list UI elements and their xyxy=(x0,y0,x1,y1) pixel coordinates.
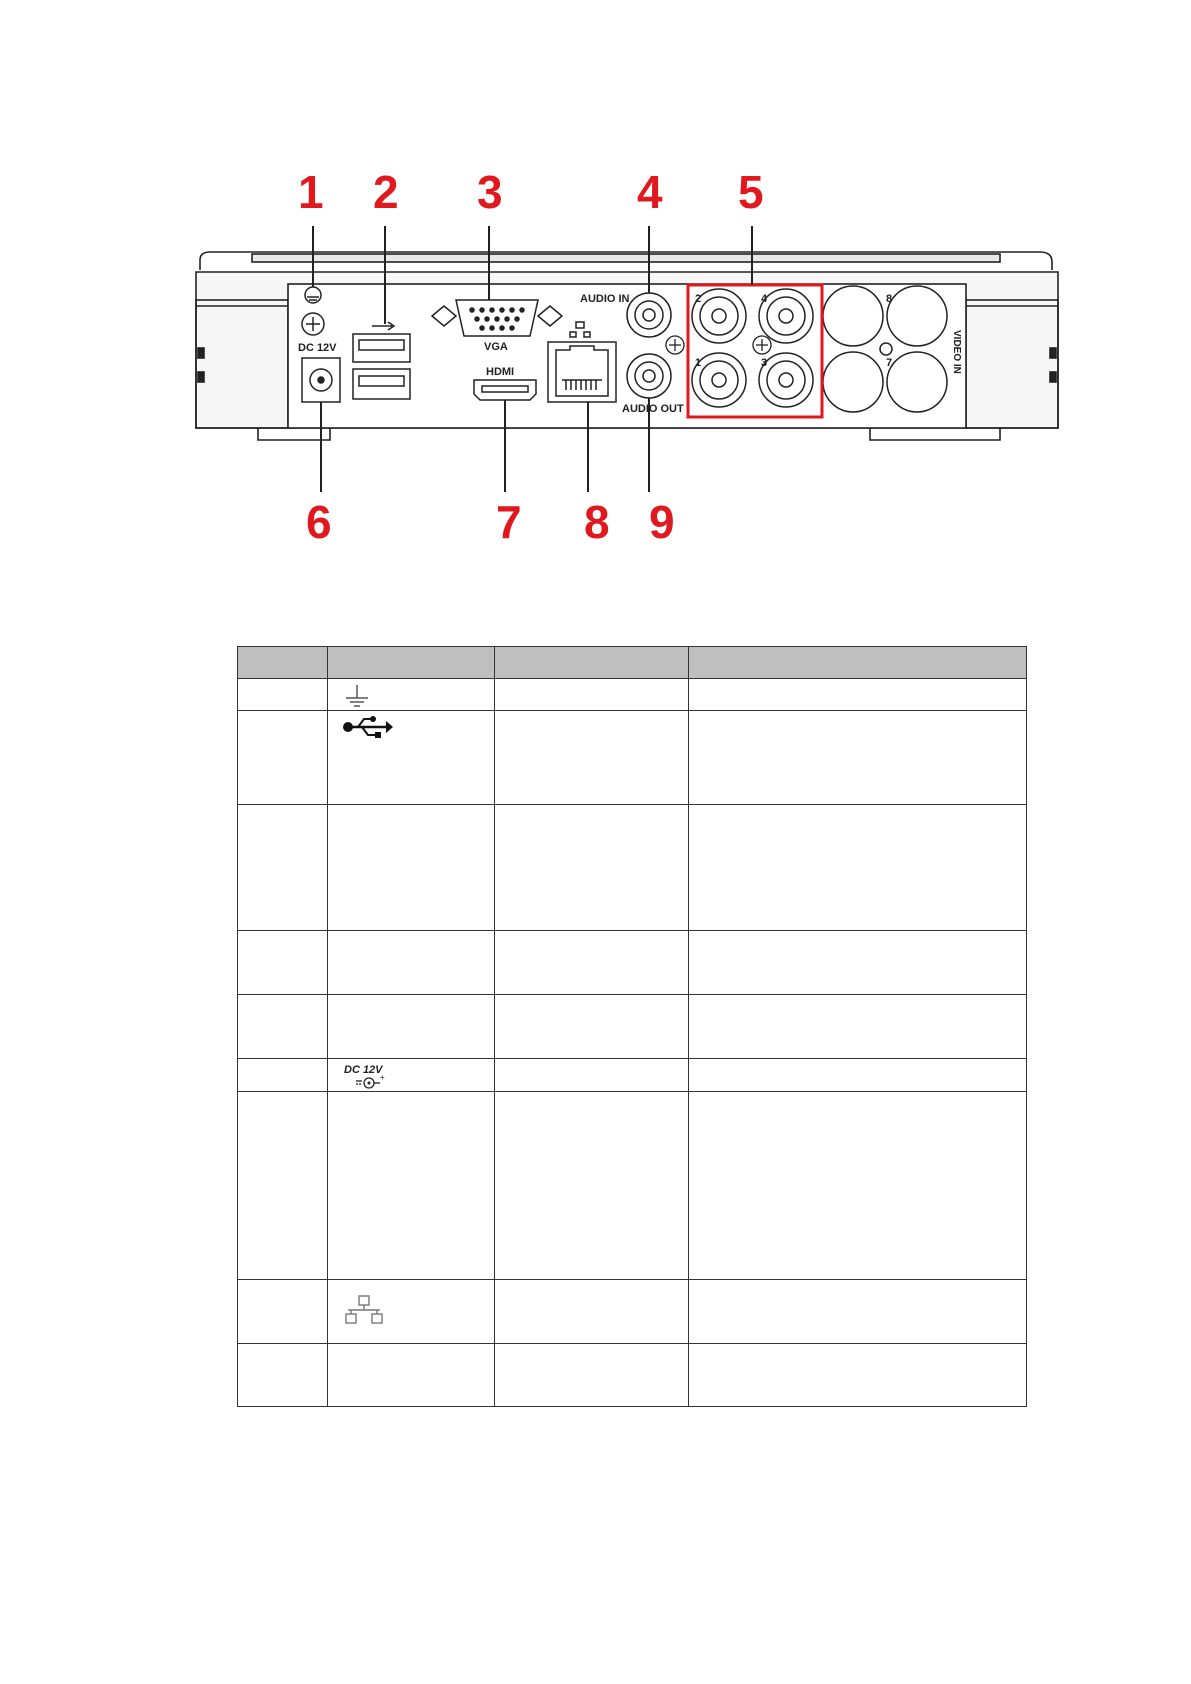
callout-6: 6 xyxy=(306,496,332,548)
table-cell xyxy=(689,679,1027,711)
table-cell xyxy=(328,805,495,931)
table-row xyxy=(238,679,1027,711)
table-cell xyxy=(689,805,1027,931)
table-cell xyxy=(689,1059,1027,1092)
header-cell xyxy=(328,647,495,679)
audio-in-jack xyxy=(627,293,671,337)
table-cell xyxy=(328,1092,495,1280)
callout-1: 1 xyxy=(298,166,324,218)
table-cell xyxy=(689,1280,1027,1344)
table-cell xyxy=(495,995,689,1059)
table-cell xyxy=(495,1280,689,1344)
bnc-number-3: 3 xyxy=(761,357,768,369)
vga-label: VGA xyxy=(484,341,508,353)
audio-out-label: AUDIO OUT xyxy=(622,403,684,415)
table-cell xyxy=(238,1280,328,1344)
rear-panel-figure xyxy=(0,0,1191,600)
table-cell xyxy=(238,931,328,995)
table-row xyxy=(238,1092,1027,1280)
table-cell xyxy=(328,1280,495,1344)
table-cell xyxy=(238,805,328,931)
table-row xyxy=(238,805,1027,931)
usb-ports xyxy=(353,322,410,399)
table-cell xyxy=(689,1092,1027,1280)
table-cell xyxy=(238,679,328,711)
table-cell xyxy=(328,711,495,805)
table-cell xyxy=(495,1092,689,1280)
bnc-number-7: 7 xyxy=(886,357,893,369)
table-cell xyxy=(495,679,689,711)
callout-9: 9 xyxy=(649,496,675,548)
audio-out-jack xyxy=(627,354,671,398)
table-cell xyxy=(238,711,328,805)
network-icon xyxy=(342,1294,386,1328)
callout-3: 3 xyxy=(477,166,503,218)
header-cell xyxy=(495,647,689,679)
table-cell xyxy=(328,931,495,995)
table-row xyxy=(238,711,1027,805)
table-row xyxy=(238,931,1027,995)
audio-in-label: AUDIO IN xyxy=(580,293,630,305)
table-cell xyxy=(238,1092,328,1280)
table-cell xyxy=(495,1059,689,1092)
table-row xyxy=(238,1280,1027,1344)
table-cell xyxy=(495,931,689,995)
callout-7: 7 xyxy=(496,496,522,548)
callout-8: 8 xyxy=(584,496,610,548)
callout-5: 5 xyxy=(738,166,764,218)
bnc-number-4: 4 xyxy=(761,293,768,305)
bnc-number-2: 2 xyxy=(695,293,702,305)
table-cell xyxy=(689,931,1027,995)
ground-icon xyxy=(342,683,372,709)
port-description-table xyxy=(237,646,1027,1407)
table-cell xyxy=(238,995,328,1059)
svg-text:DC 12V: DC 12V xyxy=(344,1064,383,1076)
table-cell xyxy=(328,1344,495,1407)
callout-4: 4 xyxy=(637,166,663,218)
table-row xyxy=(238,1344,1027,1407)
dc-label: DC 12V xyxy=(298,342,337,354)
table-row xyxy=(238,1059,1027,1092)
bnc-number-1: 1 xyxy=(695,357,702,369)
hdmi-label: HDMI xyxy=(486,366,515,378)
hdmi-port xyxy=(474,380,536,400)
table-cell xyxy=(495,1344,689,1407)
table-cell xyxy=(689,995,1027,1059)
table-header-row xyxy=(238,647,1027,679)
table-cell xyxy=(328,995,495,1059)
table-row xyxy=(238,995,1027,1059)
video-in-label: VIDEO IN xyxy=(951,330,962,374)
dc-power-jack xyxy=(302,358,340,402)
bnc-number-8: 8 xyxy=(886,293,893,305)
callout-2: 2 xyxy=(373,166,399,218)
usb-icon xyxy=(342,715,394,739)
table-cell xyxy=(689,1344,1027,1407)
table-cell xyxy=(689,711,1027,805)
table-cell xyxy=(238,1059,328,1092)
table-cell xyxy=(495,805,689,931)
dc-power-icon xyxy=(342,1063,394,1091)
svg-text:+: + xyxy=(380,1073,385,1082)
header-cell xyxy=(238,647,328,679)
table-cell xyxy=(238,1344,328,1407)
table-cell xyxy=(328,679,495,711)
header-cell xyxy=(689,647,1027,679)
table-cell xyxy=(495,711,689,805)
table-cell xyxy=(328,1059,495,1092)
